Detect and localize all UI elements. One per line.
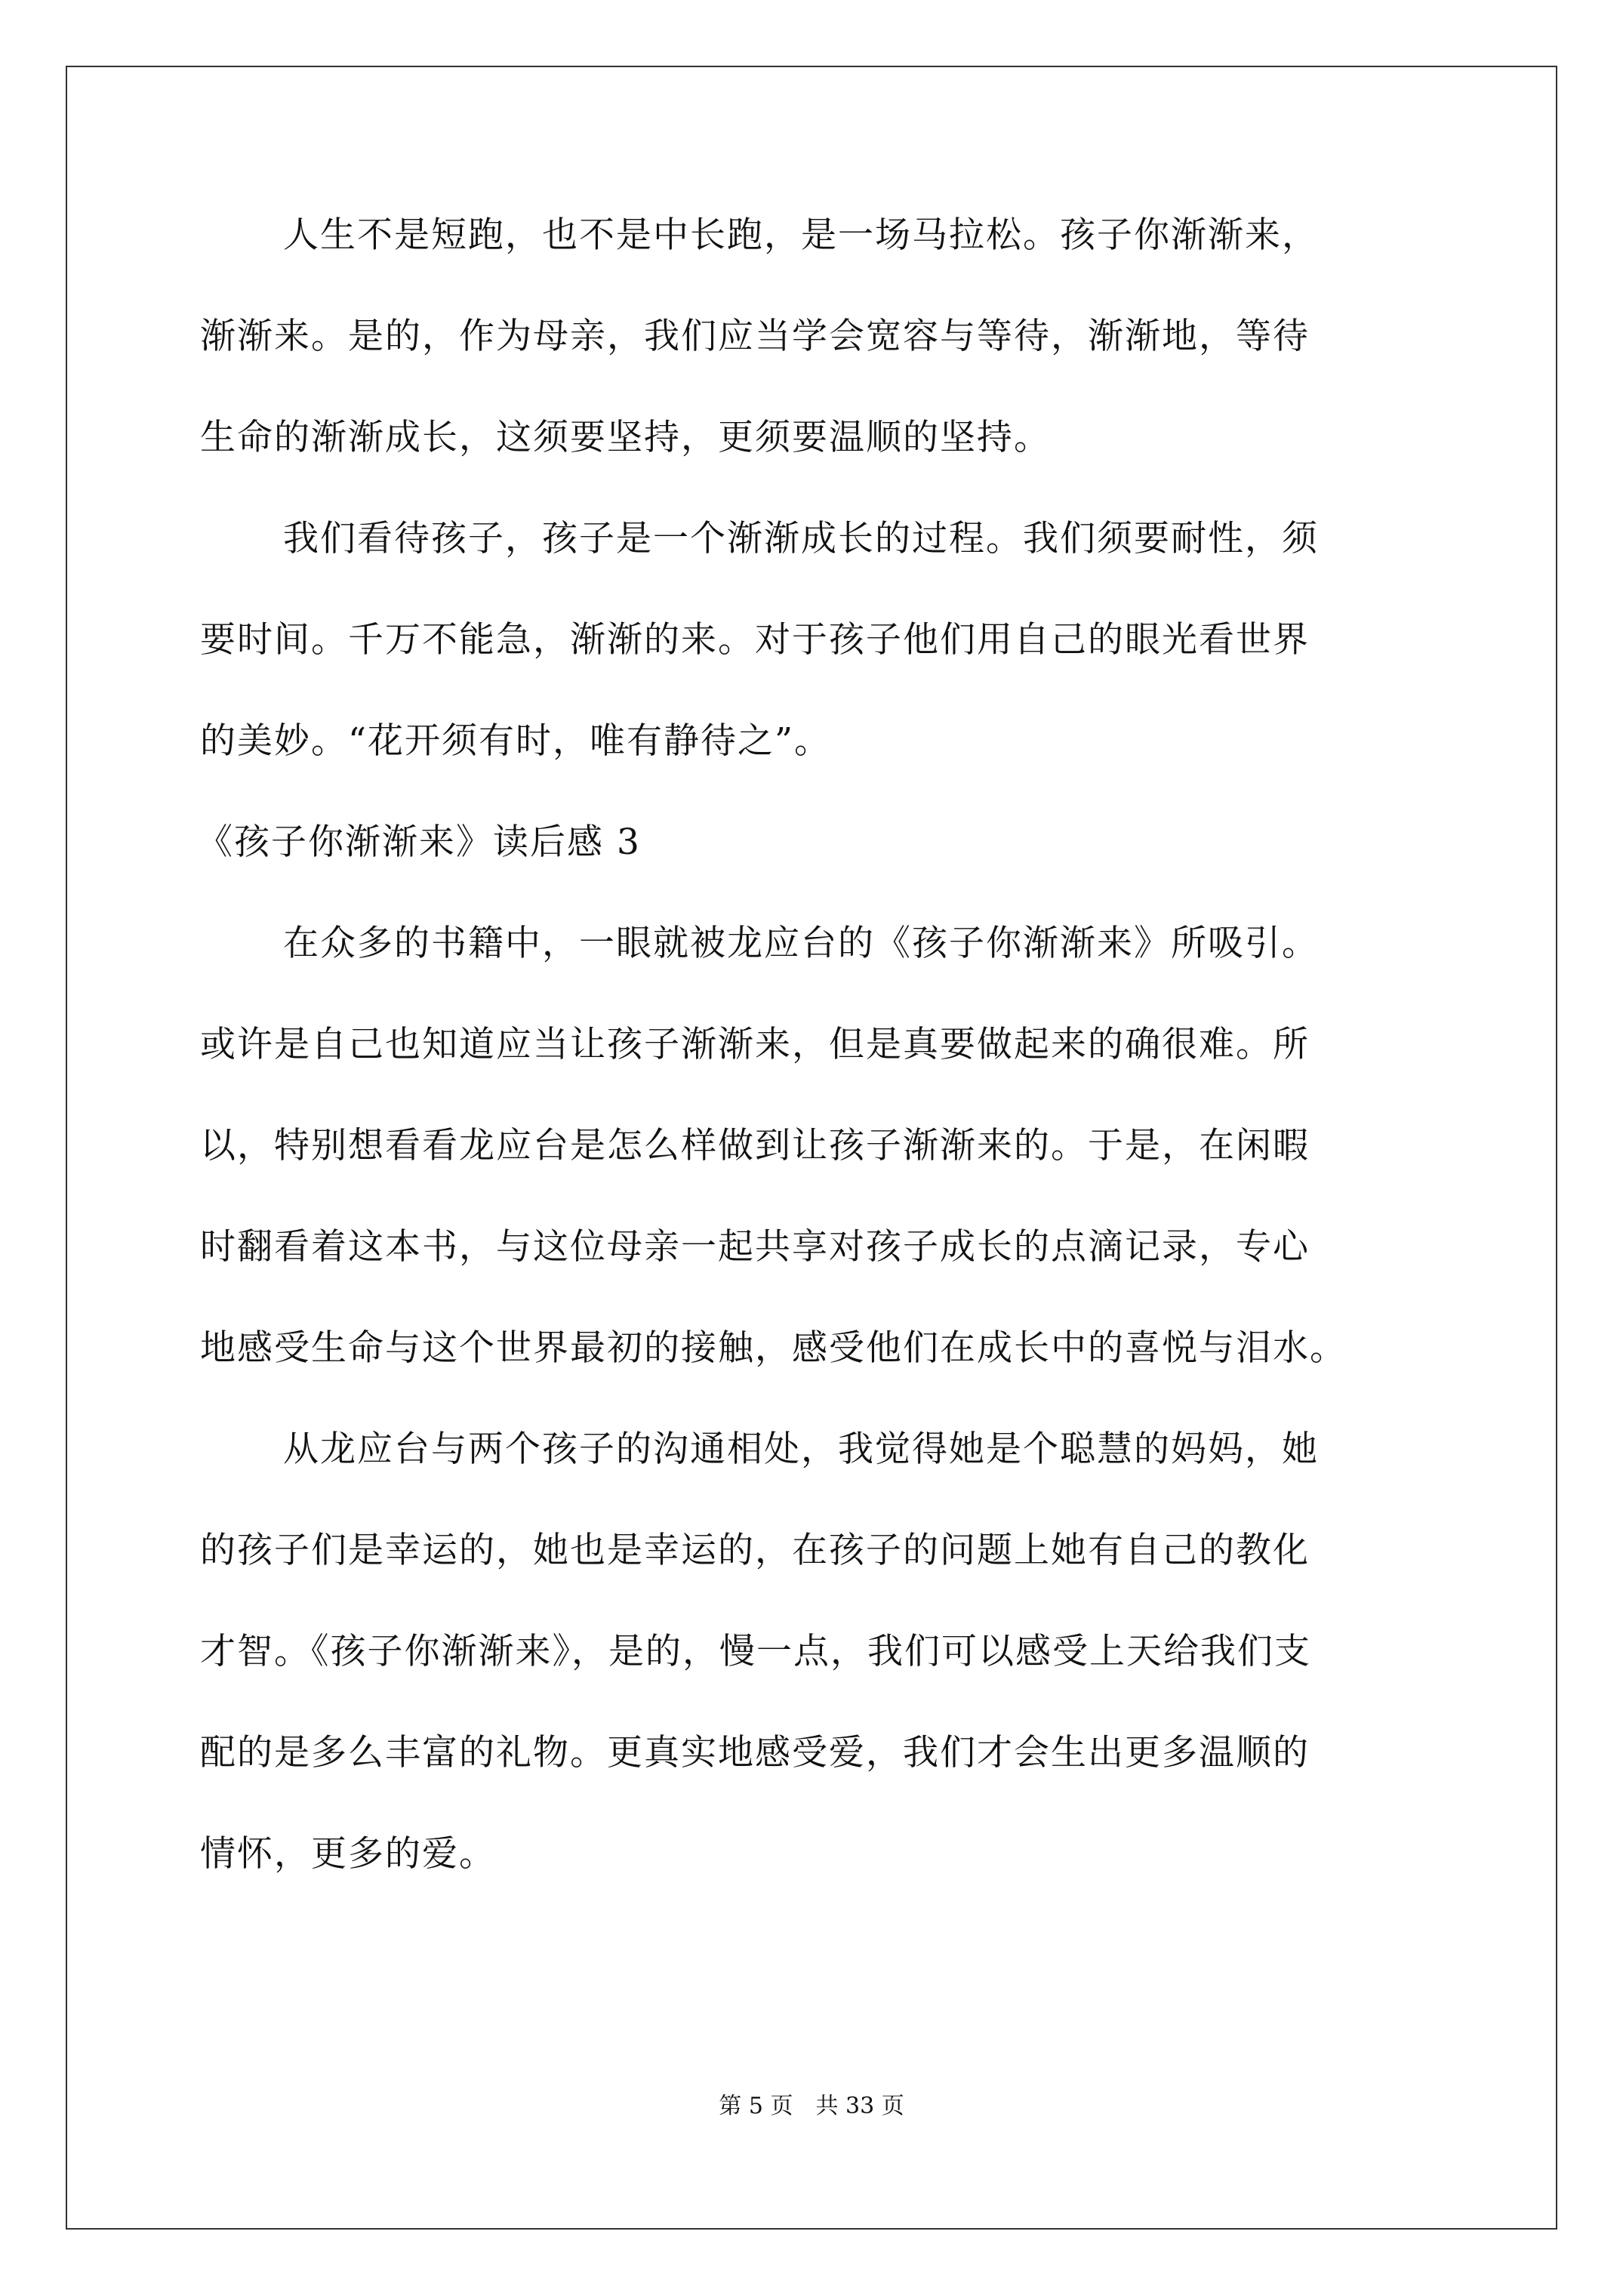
paragraph-line: 时翻看着这本书，与这位母亲一起共享对孩子成长的点滴记录，专心 — [200, 1226, 1310, 1268]
paragraph-line: 或许是自己也知道应当让孩子渐渐来，但是真要做起来的确很难。所 — [200, 1024, 1310, 1065]
paragraph-line: 的美妙。“花开须有时，唯有静待之”。 — [200, 720, 832, 762]
paragraph-line: 配的是多么丰富的礼物。更真实地感受爱，我们才会生出更多温顺的 — [200, 1732, 1310, 1774]
paragraph-line: 才智。《孩子你渐渐来》，是的，慢一点，我们可以感受上天给我们支 — [200, 1631, 1311, 1672]
paragraph-line: 以，特别想看看龙应台是怎么样做到让孩子渐渐来的。于是，在闲暇 — [200, 1125, 1310, 1166]
paragraph-line: 情怀，更多的爱。 — [200, 1833, 496, 1875]
paragraph-3 — [200, 893, 1423, 1399]
paragraph-line: 从龙应台与两个孩子的沟通相处，我觉得她是个聪慧的妈妈，她 — [283, 1428, 1319, 1470]
paragraph-line: 的孩子们是幸运的，她也是幸运的，在孩子的问题上她有自己的教化 — [200, 1530, 1310, 1571]
section-heading: 《孩子你渐渐来》读后感 3 — [197, 821, 641, 863]
paragraph-line: 在众多的书籍中，一眼就被龙应台的《孩子你渐渐来》所吸引。 — [283, 923, 1319, 964]
document-body — [197, 185, 1423, 1905]
paragraph-line: 要时间。千万不能急，渐渐的来。对于孩子他们用自己的眼光看世界 — [200, 619, 1310, 661]
paragraph-1 — [200, 185, 1423, 488]
paragraph-2 — [200, 488, 1423, 792]
paragraph-line: 生命的渐渐成长，这须要坚持，更须要温顺的坚持。 — [200, 417, 1051, 458]
paragraph-line: 我们看待孩子，孩子是一个渐渐成长的过程。我们须要耐性，须 — [283, 518, 1319, 559]
paragraph-line: 人生不是短跑，也不是中长跑，是一场马拉松。孩子你渐渐来， — [283, 214, 1319, 256]
page-number-footer: 第 5 页 共 33 页 — [719, 2093, 904, 2119]
paragraph-4 — [200, 1399, 1423, 1905]
paragraph-line: 地感受生命与这个世界最初的接触，感受他们在成长中的喜悦与泪水。 — [200, 1327, 1347, 1369]
paragraph-line: 渐渐来。是的，作为母亲，我们应当学会宽容与等待，渐渐地，等待 — [200, 316, 1310, 357]
